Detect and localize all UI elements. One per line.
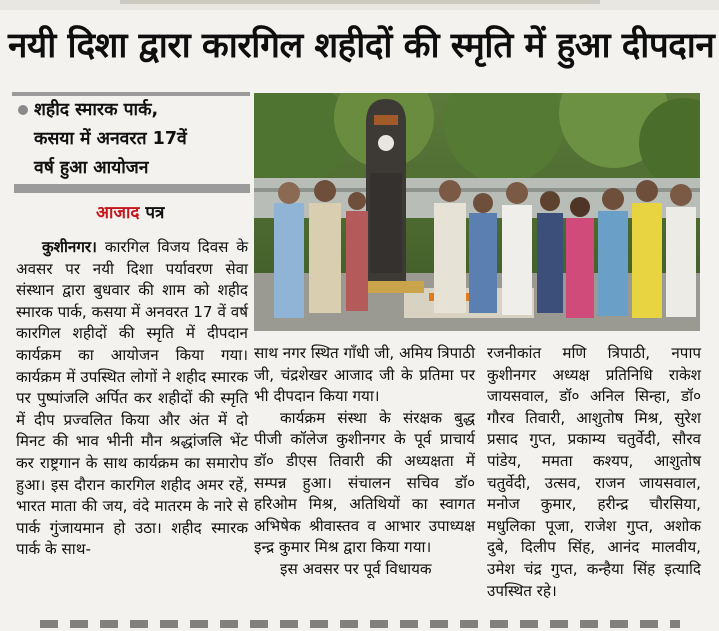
- subhead-line-2: कसया में अनवरत 17वें: [34, 129, 187, 149]
- subhead-line-3: वर्ष हुआ आयोजन: [34, 158, 149, 178]
- column-2-paragraph-2: कार्यक्रम संस्था के संरक्षक बुद्ध पीजी कॉलेज कुशीनगर के पूर्व प्राचार्य डॉ० डीएस तिवारी की अध्यक्षता में सम्पन्न हुआ। संचालन सचिव डॉ० हरिओम मिश्र, अतिथियों का स्वागत अभिषेक श्रीवास्तव व आभार उपाध्यक्ष इन्द्र कुमार मिश्र द्वारा किया गया।: [254, 408, 475, 557]
- previous-article-strip: [120, 0, 600, 4]
- memorial-photo-illustration: [254, 93, 700, 331]
- subheadline: [18, 96, 243, 183]
- byline: [96, 200, 164, 223]
- column-2-paragraph-1: साथ नगर स्थित गाँधी जी, अमिय त्रिपाठी जी, चंद्रशेखर आजाद जी के प्रतिमा पर भी दीपदान किया गया।: [254, 344, 475, 406]
- top-edge: [0, 0, 719, 10]
- subhead-line-1: शहीद स्मारक पार्क,: [18, 96, 243, 125]
- event-photo: [254, 93, 700, 331]
- article-column-3: [487, 343, 701, 602]
- article-column-1: [16, 237, 248, 617]
- bullet-icon: [18, 105, 28, 115]
- article-column-2: [254, 343, 475, 581]
- column-3-text: रजनीकांत मणि त्रिपाठी, नपाप कुशीनगर अध्यक्ष प्रतिनिधि राकेश जायसवाल, डॉ० अनिल सिन्हा, डॉ० गौरव तिवारी, आशुतोष मिश्र, सुरेश प्रसाद गुप्त, प्रकाम्य चतुर्वेदी, सौरव पांडेय, ममता कश्यप, आशुतोष चतुर्वेदी, उत्सव, राजन जायसवाल, मनोज कुमार, हरीन्द्र चौरसिया, मधुलिका पूजा, राजेश गुप्त, अशोक दुबे, दिलीप सिंह, आनंद मालवीय, उमेश चंद्र गुप्त, कन्हैया सिंह इत्यादि उपस्थित रहे।: [487, 344, 701, 600]
- byline-word: पत्र: [145, 203, 165, 223]
- dateline: कुशीनगर।: [42, 238, 97, 256]
- column-1-text: कारगिल विजय दिवस के अवसर पर नयी दिशा पर्यावरण सेवा संस्थान द्वारा बुधवार की शाम को शहीद स्मारक पार्क, कसया में अनवरत 17 वें वर्ष कारगिल शहीदों की स्मृति में दीपदान कार्यक्रम का आयोजन किया गया। कार्यक्रम में उपस्थित लोगों ने शहीद स्मारक पर पुष्पांजलि अर्पित कर शहीदों की स्मृति में दीप प्रज्वलित किया और अंत में दो मिनट की भाव भीनी मौन श्रद्धांजलि भेंट कर राष्ट्रगान के साथ कार्यक्रम का समारोप हुआ। इस दौरान कारगिल शहीद अमर रहें, भारत माता की जय, वंदे मातरम के नारे से पार्क गुंजायमान हो उठा। शहीद स्मारक पार्क के साथ-: [16, 238, 249, 559]
- byline-brand: आजाद: [96, 203, 140, 223]
- subhead-rule-bottom: [14, 184, 250, 193]
- headline: नयी दिशा द्वारा कारगिल शहीदों की स्मृति में हुआ दीपदान: [8, 26, 715, 66]
- column-2-paragraph-3: इस अवसर पर पूर्व विधायक: [280, 559, 432, 578]
- next-article-strip: [40, 620, 680, 628]
